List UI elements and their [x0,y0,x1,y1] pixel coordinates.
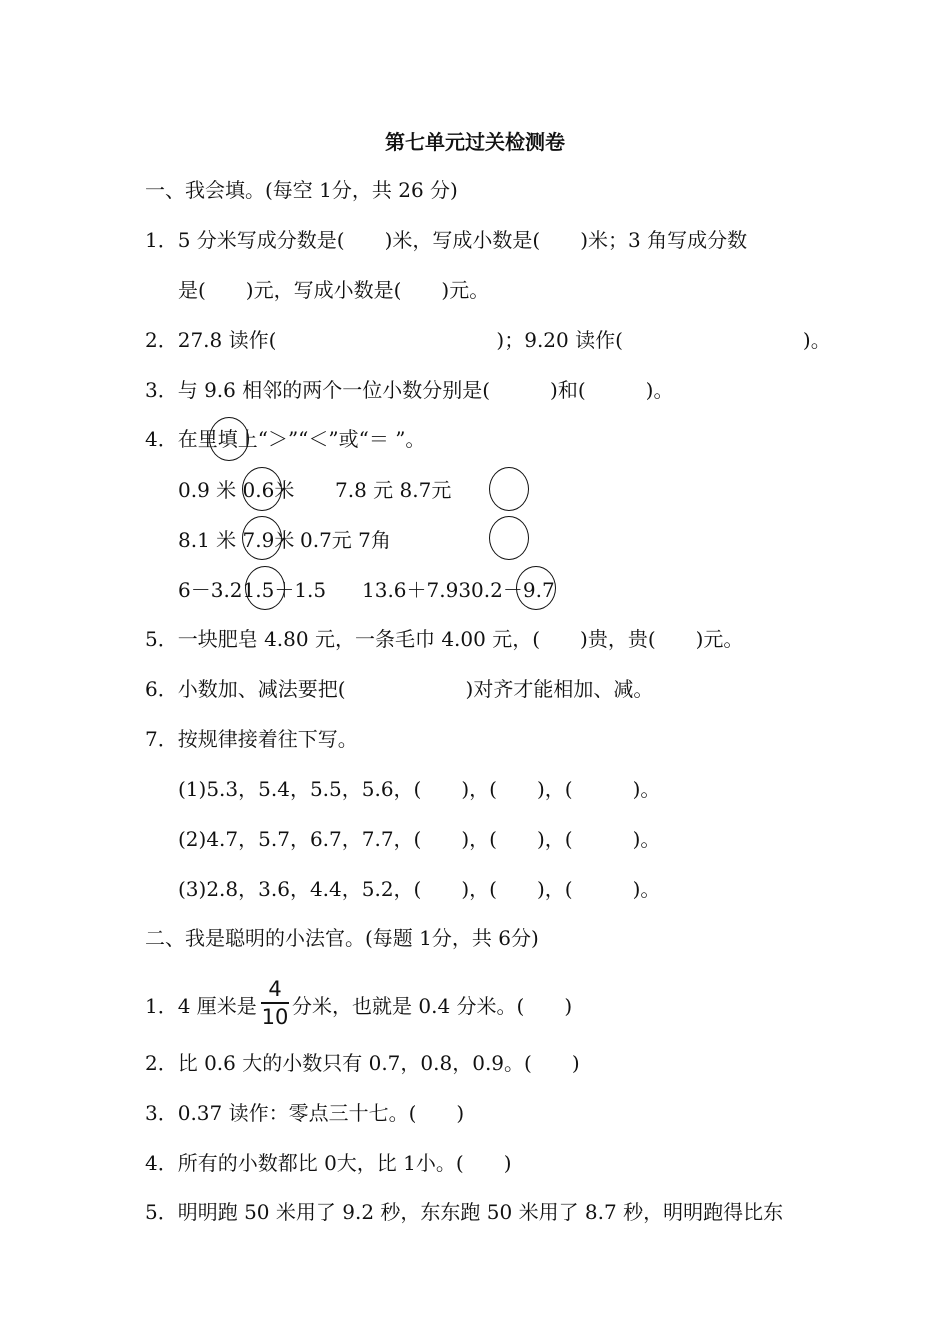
compare-2b: 0.7元 7角 [300,528,391,552]
judge-5: 5．明明跑 50 米用了 9.2 秒，东东跑 50 米用了 8.7 秒，明明跑得比东 [145,1200,784,1224]
question-6: 6．小数加、减法要把( )对齐才能相加、减。 [145,677,654,701]
answer-circle[interactable] [209,417,249,461]
judge-1-suffix: 分米，也就是 0.4 分米。( ) [292,994,573,1018]
question-7-part-3: (3)2.8，3.6，4.4，5.2，( )，( )，( )。 [178,877,661,901]
question-4: 4．在里填上“＞”“＜”或“＝ ”。 [145,427,426,451]
fraction-numerator: 4 [268,977,282,1001]
question-1-line-1: 1．5 分米写成分数是( )米，写成小数是( )米；3 角写成分数 [145,228,748,252]
question-1-line-2: 是( )元，写成小数是( )元。 [178,278,490,302]
judge-4: 4．所有的小数都比 0大，比 1小。( ) [145,1151,512,1175]
question-3: 3．与 9.6 相邻的两个一位小数分别是( )和( )。 [145,378,674,402]
question-7-part-1: (1)5.3，5.4，5.5，5.6，( )，( )，( )。 [178,777,661,801]
question-5: 5．一块肥皂 4.80 元，一条毛巾 4.00 元，( )贵，贵( )元。 [145,627,744,651]
question-7-part-2: (2)4.7，5.7，6.7，7.7，( )，( )，( )。 [178,827,661,851]
compare-3b: 13.6＋7.930.2－9.7 [362,578,555,602]
question-7: 7．按规律接着往下写。 [145,727,358,751]
compare-1a: 0.9 米 0.6米 [178,478,295,502]
answer-circle[interactable] [516,566,556,610]
answer-circle[interactable] [242,467,282,511]
question-2: 2．27.8 读作( )；9.20 读作( )。 [145,328,831,352]
judge-2: 2．比 0.6 大的小数只有 0.7，0.8，0.9。( ) [145,1051,580,1075]
answer-circle[interactable] [242,516,282,560]
judge-3: 3．0.37 读作：零点三十七。( ) [145,1101,465,1125]
section2-heading: 二、我是聪明的小法官。(每题 1分，共 6分) [145,926,539,950]
answer-circle[interactable] [245,566,285,610]
compare-1b: 7.8 元 8.7元 [335,478,452,502]
judge-1-prefix: 1．4 厘米是 [145,994,257,1018]
compare-2a: 8.1 米 7.9米 [178,528,295,552]
fraction [259,977,291,1029]
page-title: 第七单元过关检测卷 [385,130,565,154]
answer-circle[interactable] [489,467,529,511]
compare-3a: 6－3.21.5＋1.5 [178,578,327,602]
fraction-bar [261,1002,289,1004]
section1-heading: 一、我会填。(每空 1分，共 26 分) [145,178,458,202]
fraction-denominator: 10 [261,1005,289,1029]
answer-circle[interactable] [489,516,529,560]
